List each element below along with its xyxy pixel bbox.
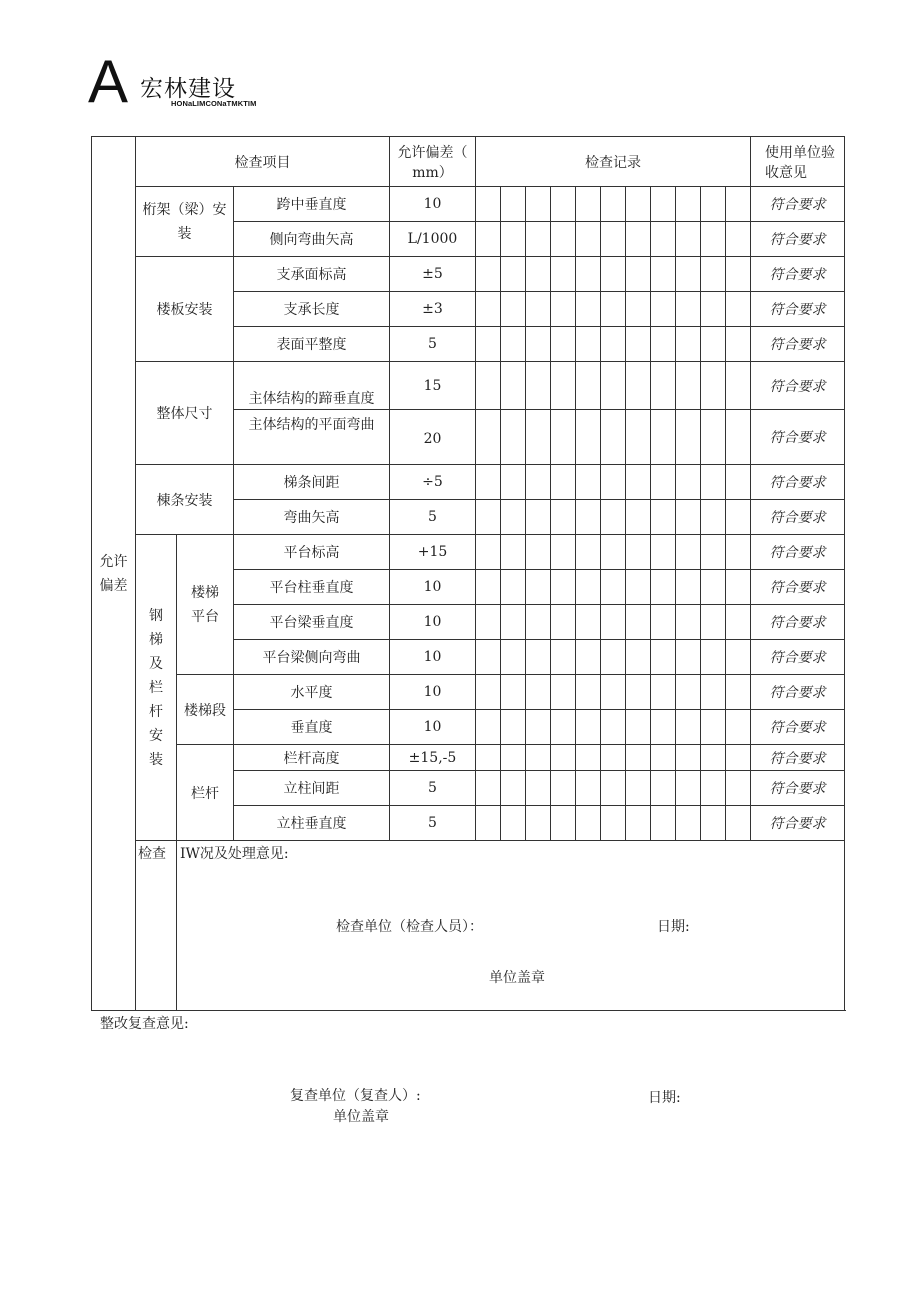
tolerance-value: 5: [390, 327, 476, 362]
tolerance-value: 5: [390, 500, 476, 535]
inspection-date: 日期:: [657, 919, 690, 935]
tolerance-value: 10: [390, 605, 476, 640]
header-tolerance: 允许偏差（ mm）: [390, 137, 476, 187]
item-name: 主体结构的蹄垂直度: [234, 362, 390, 410]
header-records: 检查记录: [476, 137, 751, 187]
review-opinion: 整改复查意见:: [100, 1016, 189, 1032]
item-name: 侧向弯曲矢高: [234, 222, 390, 257]
group-floor: 楼板安装: [136, 257, 234, 362]
group-purlin: 棟条安装: [136, 465, 234, 535]
item-name: 平台柱垂直度: [234, 570, 390, 605]
acceptance-result: 符合要求: [751, 222, 845, 257]
acceptance-result: 符合要求: [751, 806, 845, 841]
acceptance-result: 符合要求: [751, 362, 845, 410]
acceptance-result: 符合要求: [751, 710, 845, 745]
acceptance-result: 符合要求: [751, 500, 845, 535]
review-date: 日期:: [648, 1090, 681, 1106]
acceptance-result: 符合要求: [751, 292, 845, 327]
tolerance-value: 20: [390, 410, 476, 465]
side-label: 允许: [99, 553, 128, 570]
item-name: 跨中垂直度: [234, 187, 390, 222]
group-railing: 栏杆: [177, 745, 234, 841]
acceptance-result: 符合要求: [751, 187, 845, 222]
item-name: 栏杆高度: [234, 745, 390, 771]
tolerance-value: ±15,-5: [390, 745, 476, 771]
inspection-unit: 检查单位（检查人员）：: [336, 919, 483, 935]
tolerance-value: 10: [390, 187, 476, 222]
acceptance-result: 符合要求: [751, 605, 845, 640]
acceptance-result: 符合要求: [751, 535, 845, 570]
tolerance-value: 10: [390, 640, 476, 675]
item-name: 平台梁垂直度: [234, 605, 390, 640]
company-name: 宏林建设: [140, 76, 236, 102]
item-name: 梯条间距: [234, 465, 390, 500]
acceptance-result: 符合要求: [751, 745, 845, 771]
inspection-table: [91, 136, 845, 1011]
group-truss: 桁架（梁）安 装: [136, 187, 234, 257]
company-name-en: HONaLIMCONaTMKTIM: [171, 99, 257, 108]
acceptance-result: 符合要求: [751, 257, 845, 292]
tolerance-value: 10: [390, 710, 476, 745]
item-name: 平台梁侧向弯曲: [234, 640, 390, 675]
acceptance-result: 符合要求: [751, 771, 845, 806]
tolerance-value: ±5: [390, 257, 476, 292]
acceptance-result: 符合要求: [751, 640, 845, 675]
item-name: 表面平整度: [234, 327, 390, 362]
tolerance-value: L/1000: [390, 222, 476, 257]
header-check-item: 检查项目: [136, 137, 390, 187]
inspection-label: 检查: [136, 841, 177, 1011]
side-label-cell: 允许 偏差: [92, 137, 136, 1011]
inspection-opinion: IW况及处理意见:: [180, 846, 289, 862]
review-seal: 单位盖章: [333, 1109, 389, 1125]
tolerance-value: 5: [390, 771, 476, 806]
tolerance-value: +15: [390, 535, 476, 570]
header-acceptance: 使用单位验 收意见: [751, 137, 845, 187]
tolerance-value: ÷5: [390, 465, 476, 500]
inspection-seal: 单位盖章: [489, 970, 545, 986]
group-platform: 楼梯 平台: [177, 535, 234, 675]
tolerance-value: ±3: [390, 292, 476, 327]
item-name: 弯曲矢高: [234, 500, 390, 535]
review-unit: 复查单位（复查人）:: [290, 1088, 421, 1104]
item-name: 垂直度: [234, 710, 390, 745]
acceptance-result: 符合要求: [751, 465, 845, 500]
group-overall: 整体尺寸: [136, 362, 234, 465]
acceptance-result: 符合要求: [751, 410, 845, 465]
item-name: 支承面标高: [234, 257, 390, 292]
item-name: 支承长度: [234, 292, 390, 327]
group-flight: 楼梯段: [177, 675, 234, 745]
group-stairs: 钢 梯 及 栏 杆 安 装: [136, 535, 177, 841]
acceptance-result: 符合要求: [751, 675, 845, 710]
item-name: 主体结构的平面弯曲: [234, 410, 390, 465]
item-name: 立柱垂直度: [234, 806, 390, 841]
inspection-opinion-cell: [177, 841, 845, 1011]
tolerance-value: 10: [390, 570, 476, 605]
item-name: 水平度: [234, 675, 390, 710]
tolerance-value: 10: [390, 675, 476, 710]
logo-mark: A: [88, 48, 129, 115]
item-name: 立柱间距: [234, 771, 390, 806]
acceptance-result: 符合要求: [751, 570, 845, 605]
tolerance-value: 15: [390, 362, 476, 410]
acceptance-result: 符合要求: [751, 327, 845, 362]
item-name: 平台标高: [234, 535, 390, 570]
tolerance-value: 5: [390, 806, 476, 841]
